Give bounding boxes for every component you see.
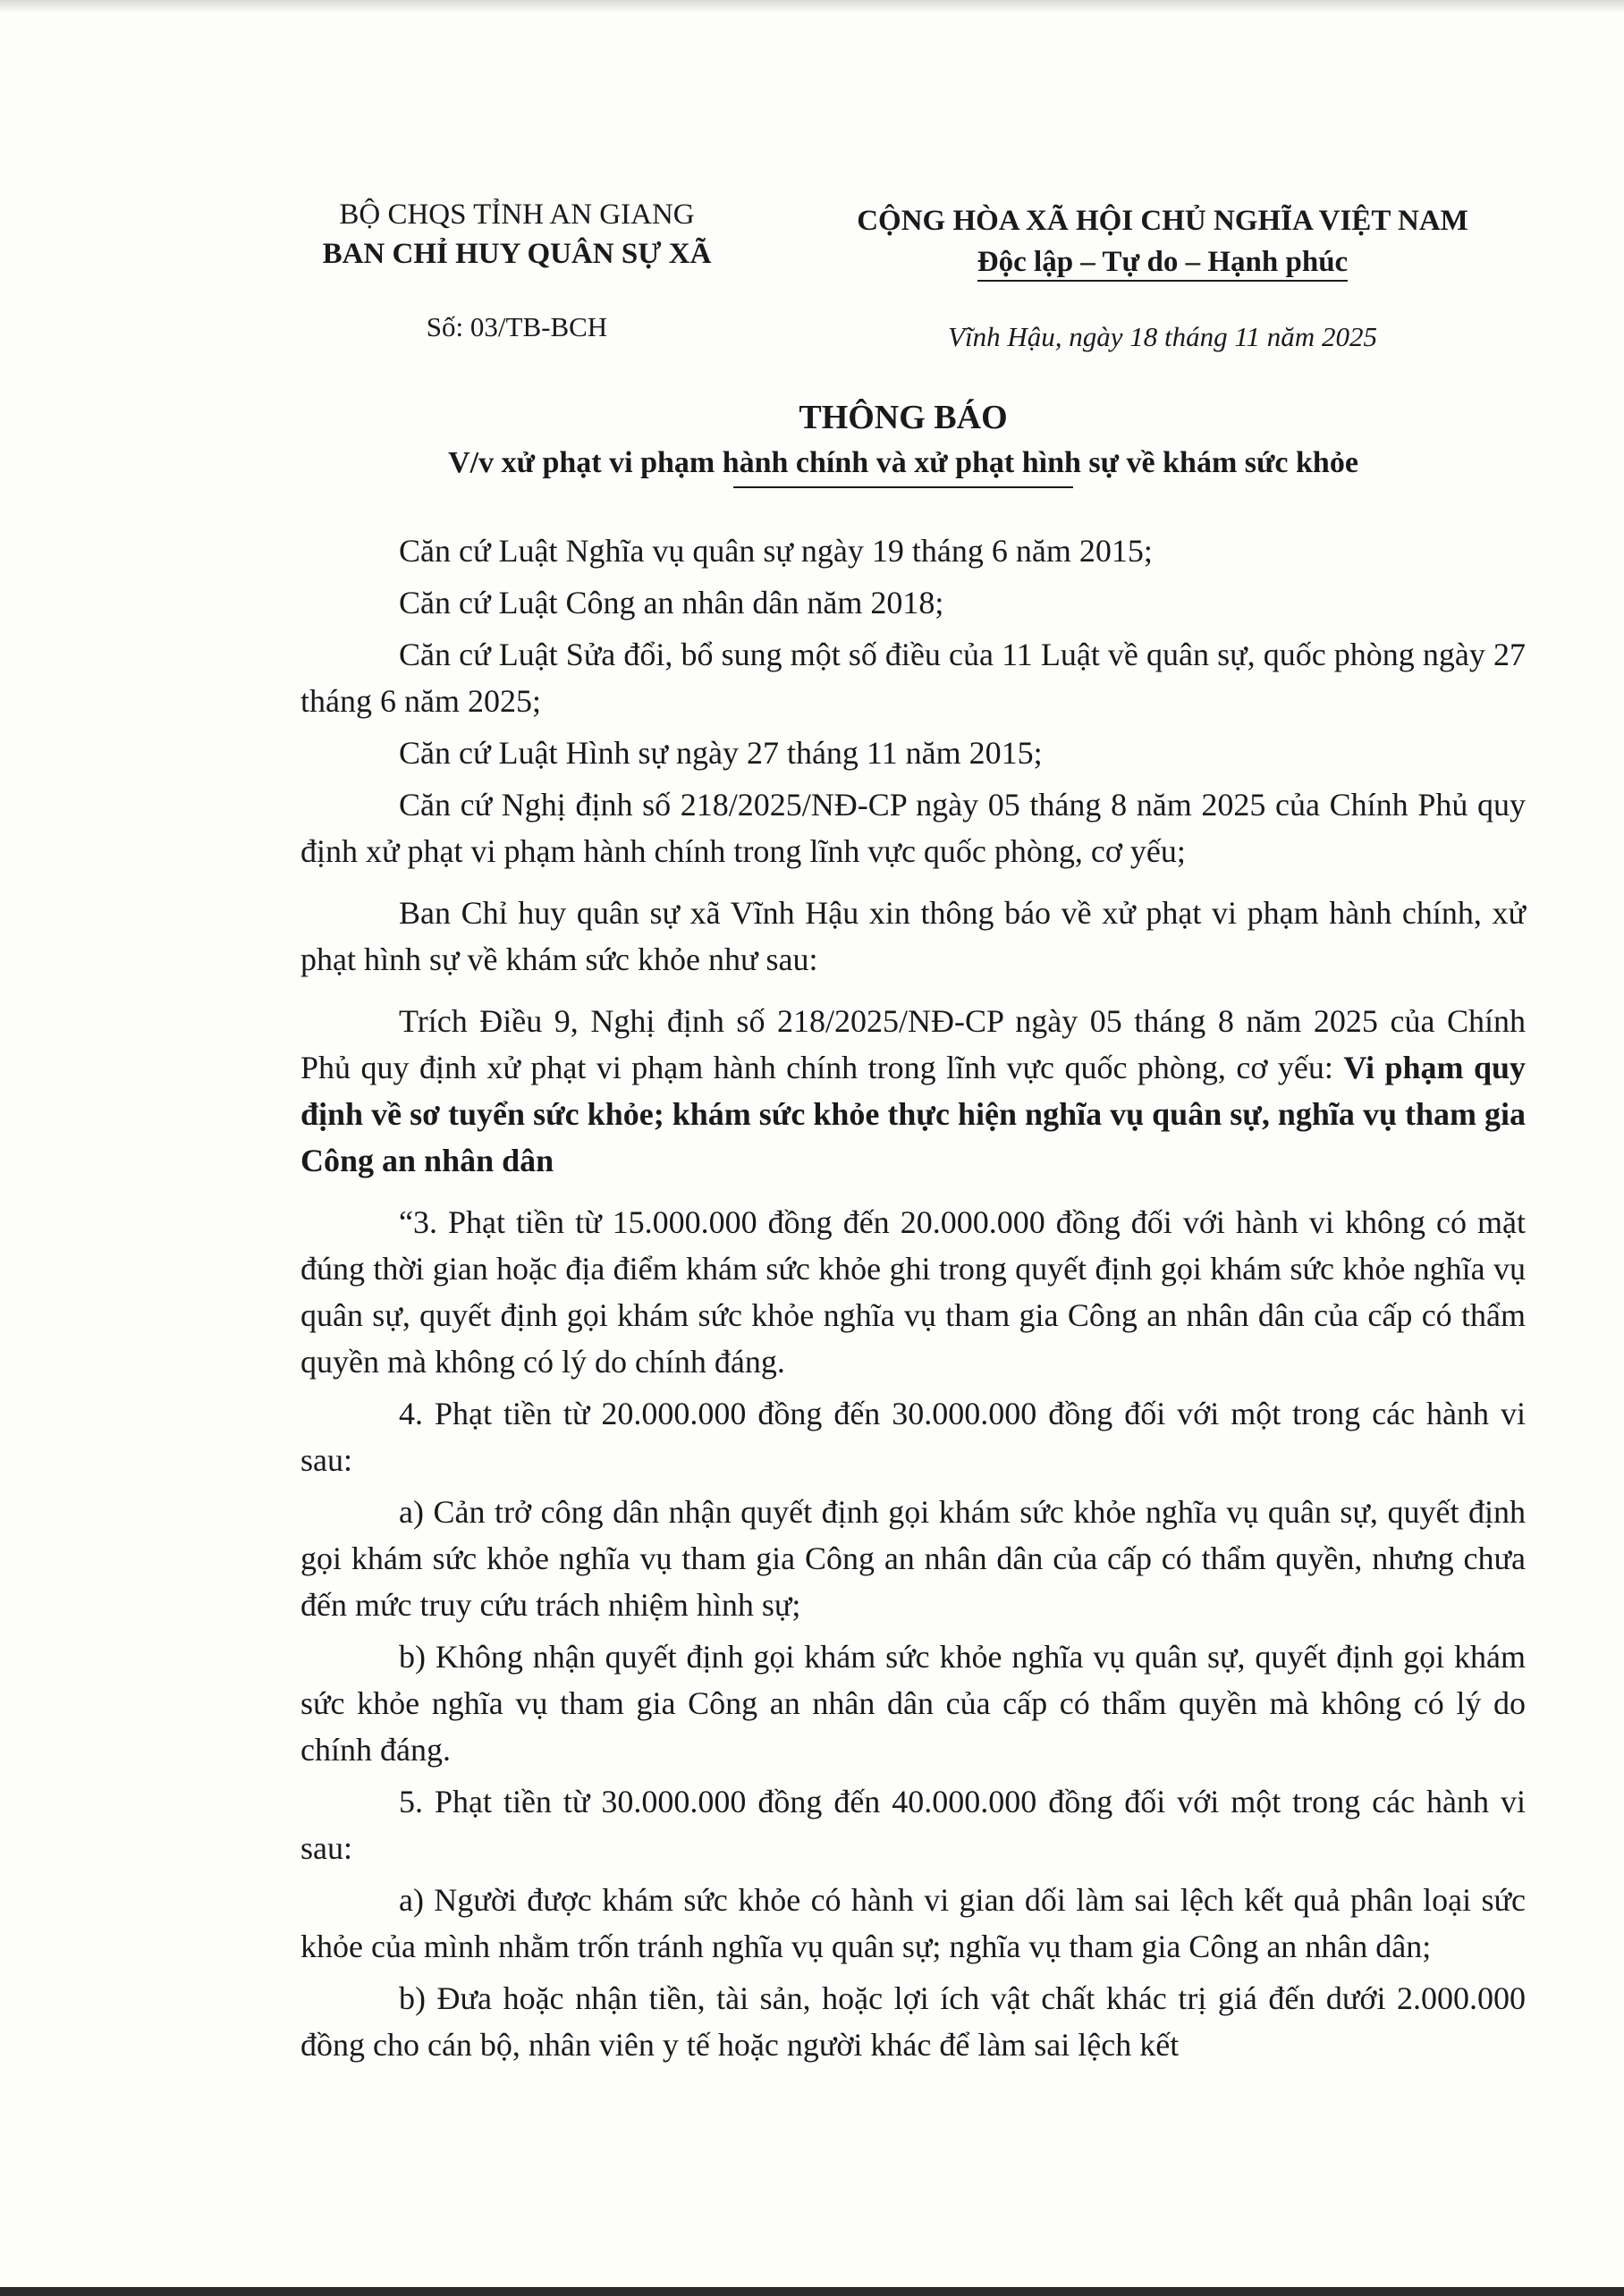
- clause-5a: a) Người được khám sức khỏe có hành vi gian dối làm sai lệch kết quả phân loại sức khỏe của mình nhằm trốn tránh nghĩa vụ quân sự; nghĩa vụ tham gia Công an nhân dân;: [300, 1882, 1526, 1964]
- clause-4b: b) Không nhận quyết định gọi khám sức khỏe nghĩa vụ quân sự, quyết định gọi khám sức khỏe nghĩa vụ tham gia Công an nhân dân của cấp có thẩm quyền mà không có lý do chính đáng.: [300, 1639, 1526, 1768]
- national-motto: Độc lập – Tự do – Hạnh phúc: [977, 244, 1348, 282]
- legal-basis-1: Căn cứ Luật Nghĩa vụ quân sự ngày 19 tháng 6 năm 2015;: [399, 533, 1153, 569]
- issuing-unit: BAN CHỈ HUY QUÂN SỰ XÃ: [322, 238, 712, 270]
- legal-basis-4: Căn cứ Luật Hình sự ngày 27 tháng 11 năm 2015;: [399, 735, 1043, 771]
- excerpt-paragraph: [300, 998, 1526, 1184]
- clause-4a: a) Cản trở công dân nhận quyết định gọi khám sức khỏe nghĩa vụ quân sự, quyết định gọi khám sức khỏe nghĩa vụ tham gia Công an nhân dân của cấp có thẩm quyền, nhưng chưa đến mức truy cứu trách nhiệm hình sự;: [300, 1494, 1526, 1623]
- title-block: [259, 393, 1547, 488]
- national-header: [787, 200, 1538, 358]
- clause-5: 5. Phạt tiền từ 30.000.000 đồng đến 40.000.000 đồng đối với một trong các hành vi sau:: [300, 1784, 1526, 1866]
- clause-3: “3. Phạt tiền từ 15.000.000 đồng đến 20.000.000 đồng đối với hành vi không có mặt đúng thời gian hoặc địa điểm khám sức khỏe ghi trong quyết định gọi khám sức khỏe nghĩa vụ quân sự, quyết định gọi khám sức khỏe nghĩa vụ tham gia Công an nhân dân của cấp có thẩm quyền mà không có lý do chính đáng.: [300, 1204, 1526, 1380]
- document-title: THÔNG BÁO: [799, 399, 1008, 436]
- scan-edge-top: [0, 0, 1624, 13]
- place-date: Vĩnh Hậu, ngày 18 tháng 11 năm 2025: [948, 321, 1377, 352]
- title-underline: [733, 486, 1073, 488]
- excerpt-heading: Vi phạm quy định về sơ tuyển sức khỏe; khám sức khỏe thực hiện nghĩa vụ quân sự, nghĩa vụ tham gia Công an nhân dân: [300, 1050, 1526, 1178]
- excerpt-intro: Trích Điều 9, Nghị định số 218/2025/NĐ-CP ngày 05 tháng 8 năm 2025 của Chính Phủ quy định xử phạt vi phạm hành chính trong lĩnh vực quốc phòng, cơ yếu:: [300, 1003, 1526, 1085]
- scan-edge-bottom: [0, 2287, 1624, 2296]
- clause-5b: b) Đưa hoặc nhận tiền, tài sản, hoặc lợi ích vật chất khác trị giá đến dưới 2.000.000 đồng cho cán bộ, nhân viên y tế hoặc người khác để làm sai lệch kết: [300, 1980, 1526, 2063]
- notice-intro: Ban Chỉ huy quân sự xã Vĩnh Hậu xin thông báo về xử phạt vi phạm hành chính, xử phạt hình sự về khám sức khỏe như sau:: [300, 895, 1526, 977]
- issuer-block: [284, 195, 749, 347]
- document-number: Số: 03/TB-BCH: [426, 311, 608, 342]
- document-body: [300, 528, 1526, 2073]
- clause-4: 4. Phạt tiền từ 20.000.000 đồng đến 30.000.000 đồng đối với một trong các hành vi sau:: [300, 1396, 1526, 1478]
- issuing-agency: BỘ CHQS TỈNH AN GIANG: [339, 198, 695, 231]
- legal-basis-2: Căn cứ Luật Công an nhân dân năm 2018;: [399, 585, 944, 620]
- legal-basis-5: Căn cứ Nghị định số 218/2025/NĐ-CP ngày 05 tháng 8 năm 2025 của Chính Phủ quy định xử phạt vi phạm hành chính trong lĩnh vực quốc phòng, cơ yếu;: [300, 787, 1526, 869]
- legal-basis-3: Căn cứ Luật Sửa đổi, bổ sung một số điều của 11 Luật về quân sự, quốc phòng ngày 27 tháng 6 năm 2025;: [300, 637, 1526, 719]
- document-subtitle: V/v xử phạt vi phạm hành chính và xử phạt hình sự về khám sức khỏe: [448, 446, 1358, 479]
- nation-name: CỘNG HÒA XÃ HỘI CHỦ NGHĨA VIỆT NAM: [857, 205, 1468, 237]
